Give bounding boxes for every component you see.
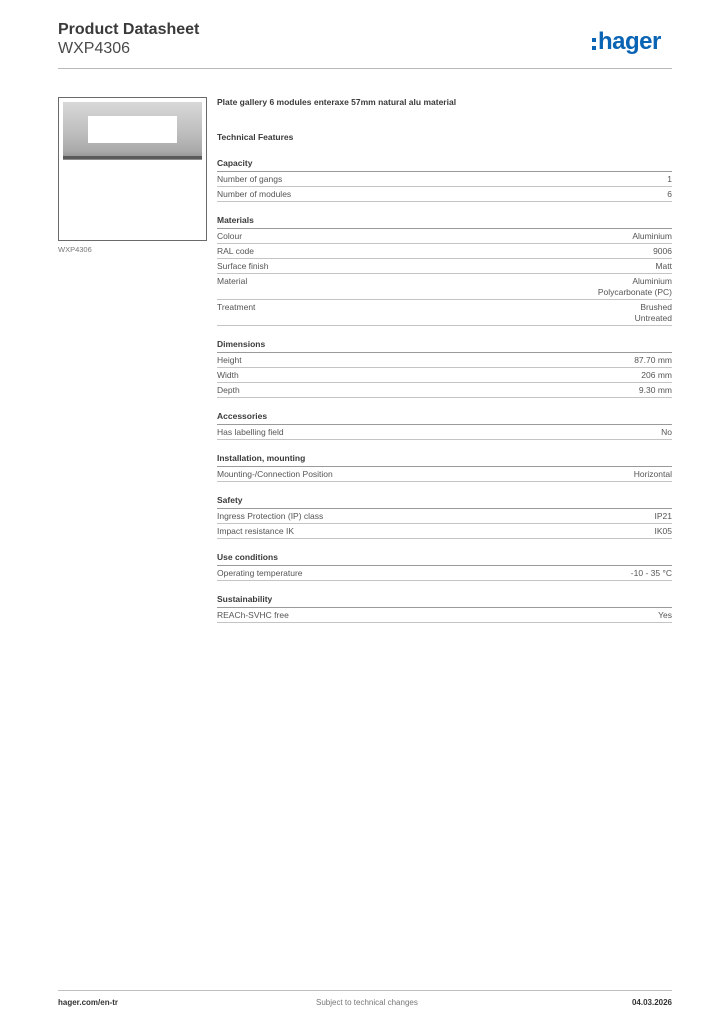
spec-value-line: 1 [667,173,672,184]
spec-label: Surface finish [217,260,269,271]
spec-value [667,174,672,185]
spec-value-line: Aluminium [632,230,672,241]
spec-value-line: 87.70 mm [634,354,672,365]
spec-value [658,610,672,621]
spec-value-line: IP21 [654,510,672,521]
page-footer [58,998,672,1007]
spec-label: Mounting-/Connection Position [217,468,333,479]
section-title: Safety [217,494,672,509]
feature-section [217,410,672,440]
feature-sections [217,157,672,623]
spec-value-line: -10 - 35 °C [630,567,672,578]
feature-section [217,157,672,202]
plate-edge [63,156,202,159]
spec-value [598,276,672,298]
spec-value [661,427,672,438]
feature-section [217,551,672,581]
spec-value [634,469,672,480]
section-title: Sustainability [217,593,672,608]
spec-value-line: Brushed [640,301,672,312]
spec-row [217,368,672,383]
logo-text: hager [598,28,661,55]
spec-row [217,383,672,398]
spec-row [217,608,672,623]
hager-logo [592,28,661,56]
spec-value [655,511,673,522]
spec-value [655,261,672,272]
product-description: Plate gallery 6 modules enteraxe 57mm natural alu material [217,97,457,107]
spec-label: Number of gangs [217,173,283,184]
spec-value-line: Horizontal [633,468,672,479]
spec-value-line: 206 mm [641,369,672,380]
section-title: Dimensions [217,338,672,353]
product-code: WXP4306 [58,40,131,57]
plate-module-opening [88,116,177,143]
spec-label: Has labelling field [217,426,284,437]
spec-label: Depth [217,384,240,395]
spec-row [217,187,672,202]
spec-row [217,172,672,187]
spec-value [641,370,672,381]
spec-value-line: 6 [667,188,672,199]
feature-section [217,452,672,482]
spec-value [653,246,672,257]
spec-label: Impact resistance IK [217,525,295,536]
spec-label: Material [217,275,248,286]
spec-label: Operating temperature [217,567,303,578]
spec-label: Colour [217,230,243,241]
footer-divider [58,990,672,991]
spec-row [217,467,672,482]
plate-illustration [63,102,202,160]
product-image-caption: WXP4306 [58,245,92,254]
spec-value [632,231,672,242]
logo-dots-icon [592,38,596,50]
spec-row [217,244,672,259]
section-title: Use conditions [217,551,672,566]
section-title: Materials [217,214,672,229]
spec-value-line: Polycarbonate (PC) [597,286,672,297]
spec-value [634,355,672,366]
section-title: Installation, mounting [217,452,672,467]
feature-section [217,338,672,398]
section-title: Capacity [217,157,672,172]
product-image [58,97,207,241]
document-title: Product Datasheet [58,21,200,38]
feature-section [217,494,672,539]
technical-features-heading: Technical Features [217,132,294,142]
spec-value [655,526,673,537]
footer-notice: Subject to technical changes [316,998,418,1007]
spec-value [639,385,672,396]
spec-label: Number of modules [217,188,292,199]
spec-value-line: Matt [655,260,672,271]
spec-label: Treatment [217,301,256,312]
feature-section [217,593,672,623]
feature-section [217,214,672,326]
spec-value-line: Yes [658,609,672,620]
spec-label: Height [217,354,242,365]
spec-row [217,425,672,440]
spec-value-line: No [661,426,672,437]
header-divider [58,68,672,69]
spec-label: Width [217,369,239,380]
document-header [58,20,199,58]
spec-value-line: 9.30 mm [638,384,672,395]
spec-row [217,509,672,524]
spec-value [635,302,672,324]
spec-value-line: 9006 [653,245,672,256]
footer-date: 04.03.2026 [631,998,672,1007]
spec-row [217,229,672,244]
spec-row [217,300,672,326]
spec-row [217,353,672,368]
spec-value-line: Untreated [634,312,672,323]
section-title: Accessories [217,410,672,425]
spec-row [217,274,672,300]
spec-label: Ingress Protection (IP) class [217,510,324,521]
spec-row [217,259,672,274]
spec-row [217,566,672,581]
spec-label: RAL code [217,245,255,256]
spec-value-line: Aluminium [632,275,672,286]
spec-value [631,568,672,579]
spec-row [217,524,672,539]
spec-value-line: IK05 [654,525,672,536]
spec-value [667,189,672,200]
technical-content [217,96,672,623]
spec-label: REACh-SVHC free [217,609,289,620]
footer-website-link[interactable]: hager.com/en-tr [58,998,119,1007]
